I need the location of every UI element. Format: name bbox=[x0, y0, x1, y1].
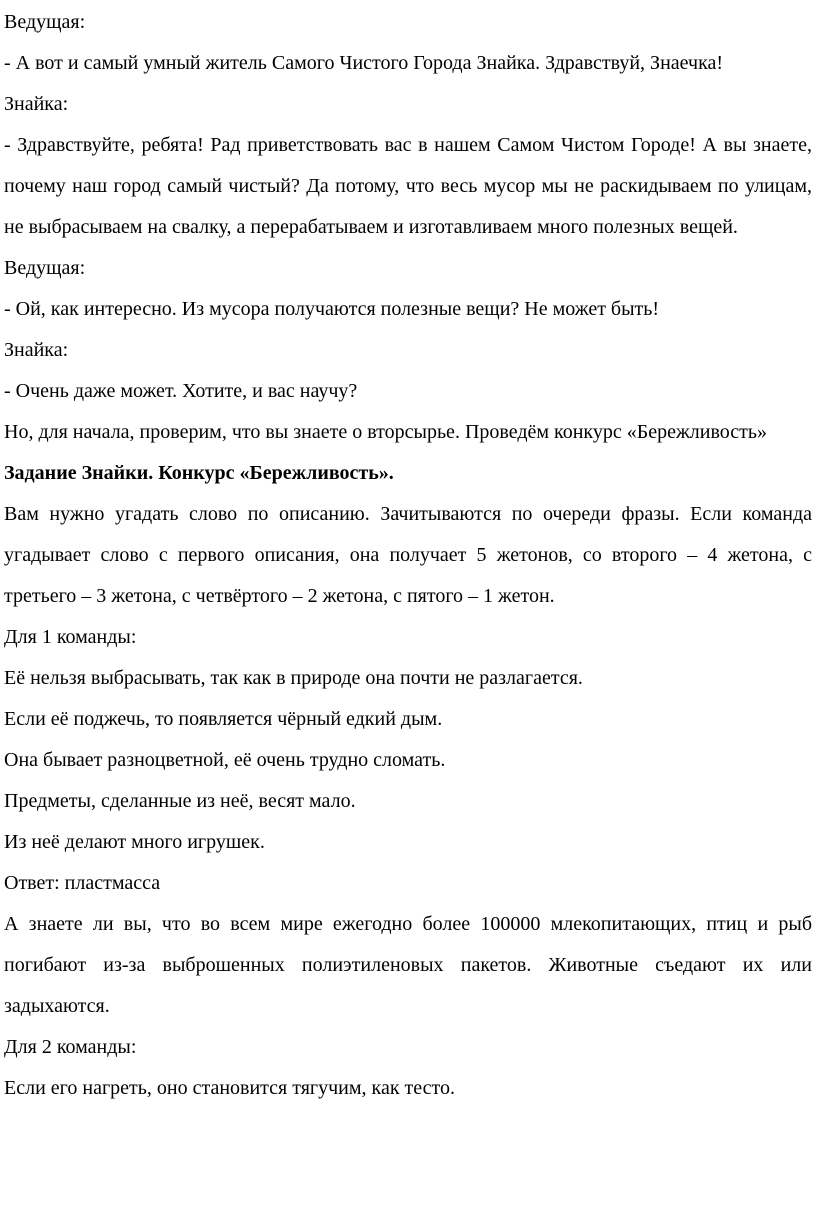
clue-line: Если его нагреть, оно становится тягучим, как тесто. bbox=[4, 1077, 456, 1099]
clue-line: Если её поджечь, то появляется чёрный едкий дым. bbox=[4, 708, 443, 730]
speaker-label: Знайка: bbox=[4, 93, 69, 115]
team-label: Для 1 команды: bbox=[4, 626, 137, 648]
answer-line: Ответ: пластмасса bbox=[4, 872, 161, 894]
speaker-label: Ведущая: bbox=[4, 257, 86, 279]
clue-line: Она бывает разноцветной, её очень трудно сломать. bbox=[4, 749, 446, 771]
clue-line: Из неё делают много игрушек. bbox=[4, 831, 265, 853]
team-label: Для 2 команды: bbox=[4, 1036, 137, 1058]
dialogue-line: - Ой, как интересно. Из мусора получаются полезные вещи? Не может быть! bbox=[4, 298, 660, 320]
dialogue-line: Но, для начала, проверим, что вы знаете о вторсырье. Проведём конкурс «Бережливость» bbox=[4, 421, 768, 443]
speaker-label: Ведущая: bbox=[4, 11, 86, 33]
task-description: Вам нужно угадать слово по описанию. Зачитываются по очереди фразы. Если команда угадывает слово с первого описания, она получает 5 жетонов, со второго – 4 жетона, с третьего – 3 жетона, с четвёртого – 2 жетона, с пятого – 1 жетон. bbox=[4, 503, 812, 607]
clue-line: Предметы, сделанные из неё, весят мало. bbox=[4, 790, 356, 812]
speaker-label: Знайка: bbox=[4, 339, 69, 361]
dialogue-line: - Здравствуйте, ребята! Рад приветствовать вас в нашем Самом Чистом Городе! А вы знаете, почему наш город самый чистый? Да потому, что весь мусор мы не раскидываем по улицам, не выбрасываем на свалку, а перерабатываем и изготавливаем много полезных вещей. bbox=[4, 134, 812, 238]
clue-line: Её нельзя выбрасывать, так как в природе она почти не разлагается. bbox=[4, 667, 583, 689]
fact-paragraph: А знаете ли вы, что во всем мире ежегодно более 100000 млекопитающих, птиц и рыб погибают из-за выброшенных полиэтиленовых пакетов. Животные съедают их или задыхаются. bbox=[4, 913, 812, 1017]
task-heading: Задание Знайки. Конкурс «Бережливость». bbox=[4, 462, 394, 484]
dialogue-line: - Очень даже может. Хотите, и вас научу? bbox=[4, 380, 358, 402]
dialogue-line: - А вот и самый умный житель Самого Чистого Города Знайка. Здравствуй, Знаечка! bbox=[4, 52, 724, 74]
